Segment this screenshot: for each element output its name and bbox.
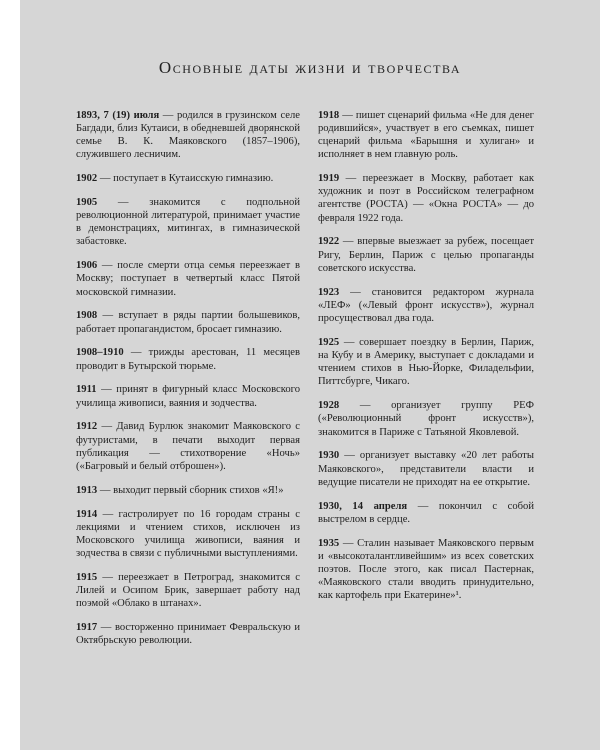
entry-date: 1935: [318, 537, 340, 549]
timeline-entry: [318, 336, 534, 389]
entry-date: 1912: [76, 421, 98, 433]
entry-text: — Давид Бурлюк знакомит Маяковского с футуристами, в печати выходит первая публикация — стихотворение «Ночь» («Багровый и белый отброшен»).: [76, 421, 300, 473]
entry-text: — выходит первый сборник стихов «Я!»: [97, 484, 284, 496]
entry-text: — совершает поездку в Берлин, Париж, на Кубу и в Америку, выступает с докладами и чтением стихов в Нью-Йорке, Филадельфии, Питтсбурге, Чикаго.: [318, 336, 534, 388]
entry-date: 1917: [76, 622, 98, 634]
entry-date: 1919: [318, 173, 340, 184]
entry-text: — после смерти отца семья переезжает в Москву; поступает в четвертый класс Пятой московской гимназии.: [76, 260, 300, 298]
timeline-entry: [76, 621, 300, 647]
timeline-entry: [76, 196, 300, 249]
timeline-entry: [76, 571, 300, 611]
entry-date: 1914: [76, 508, 98, 520]
timeline-entry: [318, 399, 534, 439]
entry-text: — принят в фигурный класс Московского училища живописи, ваяния и зодчества.: [76, 384, 300, 409]
entry-text: — становится редактором журнала «ЛЕФ» («Левый фронт искусств»), журнал просуществовал два года.: [318, 286, 534, 325]
entry-date: 1893, 7 (19) июля: [76, 109, 160, 121]
timeline-entry: [76, 420, 300, 473]
entry-date: 1928: [318, 400, 340, 412]
entry-text: — организует группу РЕФ («Революционный фронт искусств»), знакомится в Париже с Татьяной Яковлевой.: [318, 400, 534, 438]
entry-date: 1925: [318, 336, 340, 348]
timeline-entry: [76, 309, 300, 335]
entry-date: 1902: [76, 173, 98, 184]
entry-text: — восторженно принимает Февральскую и Октябрьскую революции.: [76, 622, 300, 647]
entry-text: — переезжает в Петроград, знакомится с Лилей и Осипом Брик, завершает работу над поэмой «Облако в штанах».: [76, 572, 300, 610]
entry-text: — Сталин называет Маяковского первым и «высокоталантливейшим» из всех советских поэтов. После этого, как писал Пастернак, «Маяковского стали вводить принудительно, как картофель при Екатерине»¹.: [318, 537, 534, 602]
entry-date: 1906: [76, 260, 98, 272]
timeline-entry: [318, 537, 534, 603]
entry-date: 1905: [76, 196, 98, 208]
entry-text: — покончил с собой выстрелом в сердце.: [318, 500, 534, 525]
timeline-entry: [76, 346, 300, 372]
entry-date: 1930: [318, 450, 340, 462]
timeline-entry: [318, 172, 534, 225]
timeline-entry: [318, 500, 534, 526]
timeline-entry: [76, 259, 300, 299]
entry-text: — впервые выезжает за рубеж, посещает Ригу, Берлин, Париж с целью пропаганды советского искусства.: [318, 236, 534, 274]
page-title: Основные даты жизни и творчества: [158, 58, 462, 77]
timeline-entry: [76, 109, 300, 162]
book-page: [20, 0, 600, 750]
entry-date: 1913: [76, 484, 98, 496]
entry-text: — поступает в Кутаисскую гимназию.: [97, 173, 274, 184]
entry-date: 1908: [76, 310, 98, 322]
timeline-entry: [318, 235, 534, 275]
left-column: [76, 98, 300, 655]
entry-date: 1908–1910: [76, 347, 124, 359]
timeline-entry: [76, 484, 300, 497]
timeline-entry: [76, 172, 300, 185]
entry-text: — гастролирует по 16 городам страны с лекциями и чтением стихов, исключен из Московского училища живописи, ваяния и зодчества в связи с публичными выступлениями.: [76, 508, 300, 560]
entry-text: — трижды арестован, 11 месяцев проводит в Бутырской тюрьме.: [76, 347, 300, 372]
entry-date: 1923: [318, 286, 340, 298]
timeline-entry: [318, 286, 534, 326]
entry-text: — переезжает в Москву, работает как художник и поэт в Российском телеграфном агентстве (РОСТА) — «Окна РОСТА» — до февраля 1922 года.: [318, 173, 534, 224]
timeline-entry: [76, 383, 300, 409]
entry-text: — вступает в ряды партии большевиков, работает пропагандистом, бросает гимназию.: [76, 310, 300, 335]
entry-text: — пишет сценарий фильма «Не для денег родившийся», участвует в его съемках, пишет сценарий фильма «Барышня и хулиган» и исполняет в нем главную роль.: [318, 109, 534, 161]
entry-date: 1930, 14 апреля: [318, 500, 408, 512]
entry-text: — знакомится с подпольной революционной литературой, принимает участие в демонстрациях, митингах, в гимназической забастовке.: [76, 196, 300, 248]
timeline-entry: [76, 508, 300, 561]
timeline-entry: [318, 109, 534, 162]
entry-date: 1918: [318, 109, 340, 121]
entry-text: — родился в грузинском селе Багдади, близ Кутаиси, в обедневшей дворянской семье В. К. Маяковского (1857–1906), служившего лесничим.: [76, 109, 300, 161]
entry-date: 1915: [76, 572, 98, 584]
entry-text: — организует выставку «20 лет работы Маяковского», представители власти и ведущие писатели не приходят на ее открытие.: [318, 450, 534, 488]
right-column: [318, 98, 534, 610]
entry-date: 1922: [318, 236, 340, 248]
entry-date: 1911: [76, 384, 97, 396]
timeline-entry: [318, 449, 534, 489]
